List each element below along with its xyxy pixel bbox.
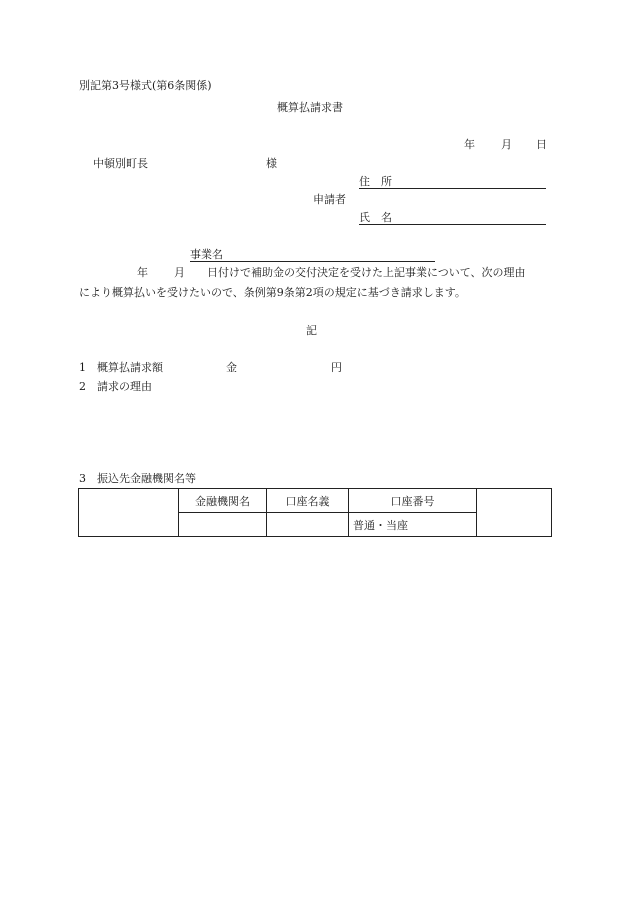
item3-label: 振込先金融機関名等: [97, 472, 196, 485]
item1-yen: 円: [331, 361, 342, 374]
item1-number: 1: [79, 361, 86, 374]
bank-table: [78, 488, 552, 537]
body-year: 年: [137, 266, 148, 279]
bank-table-header-row: [79, 489, 552, 513]
addressee-name: 中頓別町長: [93, 157, 148, 170]
item3-number: 3: [79, 472, 86, 485]
form-title: 概算払請求書: [277, 101, 343, 114]
bank-table-blank-left: [79, 489, 179, 537]
addressee-honorific: 様: [266, 157, 277, 170]
bank-name-header: 金融機関名: [179, 489, 267, 513]
account-number-header: 口座番号: [349, 489, 477, 513]
name-underline: [359, 224, 546, 225]
project-label: 事業名: [190, 248, 223, 261]
account-holder-cell: [267, 513, 349, 537]
item2-number: 2: [79, 380, 86, 393]
item1-kin: 金: [226, 361, 237, 374]
date-year: 年: [464, 138, 475, 151]
item1-label: 概算払請求額: [97, 361, 163, 374]
body-line1: 日付けで補助金の交付決定を受けた上記事業について、次の理由: [207, 266, 526, 279]
body-month: 月: [174, 266, 185, 279]
address-label: 住 所: [359, 175, 392, 188]
name-label: 氏 名: [359, 211, 392, 224]
address-underline: [359, 188, 546, 189]
date-day: 日: [536, 138, 547, 151]
item2-label: 請求の理由: [97, 380, 152, 393]
form-number: 別記第3号様式(第6条関係): [79, 79, 212, 92]
date-month: 月: [501, 138, 512, 151]
account-type-cell: 普通・当座: [349, 513, 477, 537]
applicant-label: 申請者: [313, 193, 346, 206]
bank-table-blank-right: [477, 489, 552, 537]
bank-name-cell: [179, 513, 267, 537]
ki-label: 記: [306, 324, 317, 337]
account-holder-header: 口座名義: [267, 489, 349, 513]
body-line2: により概算払いを受けたいので、条例第9条第2項の規定に基づき請求します。: [79, 286, 466, 299]
project-underline: [190, 261, 435, 262]
